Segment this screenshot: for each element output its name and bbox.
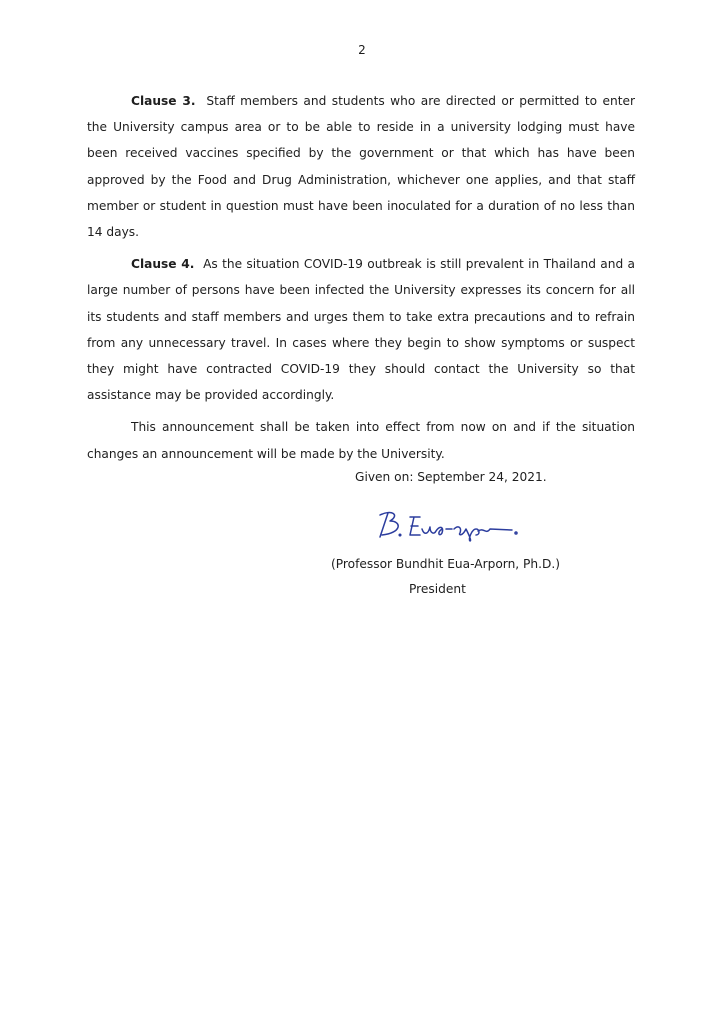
- clause-4-text: As the situation COVID-19 outbreak is still prevalent in Thailand and a large number of persons have been infected the University expresses its concern for all its students and staff members and urges them to take extra precautions and to refrain from any unnecessary travel. In cases where they begin to show symptoms or suspect they might have contracted COVID-19 they should contact the University so that assistance may be provided accordingly.: [87, 257, 636, 403]
- page-number: 2: [358, 43, 366, 57]
- closing-paragraph: This announcement shall be taken into effect from now on and if the situation changes an announcement will be made by the University.: [87, 420, 635, 461]
- clause-3-text: Staff members and students who are directed or permitted to enter the University campus area or to be able to reside in a university lodging must have been received vaccines specified by the government or that which has have been approved by the Food and Drug Administration, whichever one applies, and that staff member or student in question must have been inoculated for a duration of no less than 14 days.: [87, 94, 635, 240]
- clause-4-label: Clause 4.: [131, 257, 195, 272]
- signatory-title: President: [409, 582, 466, 596]
- document-body: [87, 88, 635, 473]
- handwritten-signature: [366, 507, 526, 543]
- signatory-name: (Professor Bundhit Eua-Arporn, Ph.D.): [331, 557, 561, 571]
- clause-3-paragraph: [87, 88, 635, 245]
- clause-4-paragraph: [87, 251, 635, 408]
- given-on-date: Given on: September 24, 2021.: [355, 470, 547, 484]
- clause-3-label: Clause 3.: [131, 94, 196, 108]
